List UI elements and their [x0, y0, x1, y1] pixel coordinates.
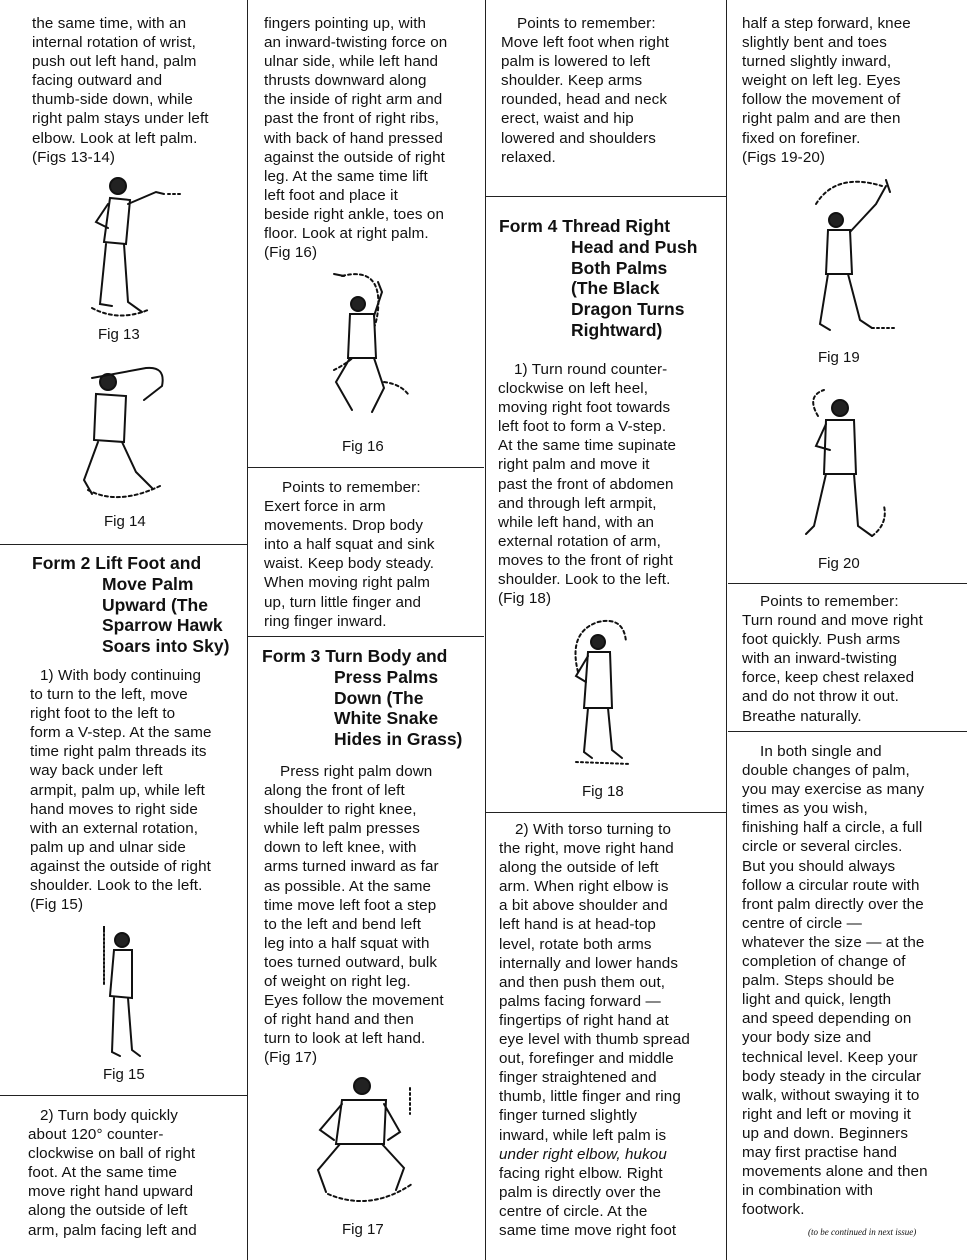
rule-col1-a	[0, 544, 247, 545]
column-2	[248, 0, 484, 1260]
form2-text: 1) With body continuing to turn to the left, move right foot to the left to form a V-step. At the same time right palm threads its way back under left armpit, palm up, while left hand moves to right side with an external rotation, palm up and ulnar side against the outside of right shoulder. Look to the left. (Fig 15)	[30, 667, 212, 914]
rule-col4-b	[728, 731, 967, 732]
caption-fig17: Fig 17	[342, 1221, 384, 1238]
figure-16	[322, 270, 422, 430]
rule-col4-a	[728, 583, 967, 584]
caption-fig19: Fig 19	[818, 349, 860, 366]
col1-bottom-text: 2) Turn body quickly about 120° counter- clockwise on ball of right foot. At the same time move right hand upward along the outside of left arm, palm facing left and	[28, 1107, 197, 1239]
col2-top-text: fingers pointing up, with an inward-twisting force on ulnar side, while left hand thrusts downward along the inside of right arm and past the front of right ribs, with back of hand pressed against the outside of right leg. At the same time lift left foot and place it beside right ankle, toes on floor. Look at right palm. (Fig 16)	[264, 15, 448, 262]
figure-20	[796, 386, 896, 546]
form3-text: Press right palm down along the front of left shoulder to right knee, while left palm presses down to left knee, with arms turned inward as far as possible. At the same time move left foot a step to the left and bend left leg into a half squat with toes turned outward, bulk of weight on right leg. Eyes follow the movement of right hand and then turn to look at left hand. (Fig 17)	[264, 763, 444, 1067]
column-3	[486, 0, 726, 1260]
form2-heading: Form 2 Lift Foot and Move Palm Upward (The Sparrow Hawk Soars into Sky)	[32, 553, 230, 657]
caption-fig18: Fig 18	[582, 783, 624, 800]
form3-heading: Form 3 Turn Body and Press Palms Down (The White Snake Hides in Grass)	[262, 646, 463, 750]
rule-col3-a	[486, 196, 726, 197]
caption-fig14: Fig 14	[104, 513, 146, 530]
col4-points-text: Points to remember: Turn round and move right foot quickly. Push arms with an inward-twisting force, keep chest relaxed and do not throw it out. Breathe naturally.	[742, 593, 923, 725]
form4-heading: Form 4 Thread Right Head and Push Both Palms (The Black Dragon Turns Rightward)	[499, 216, 698, 340]
figure-17	[300, 1074, 440, 1214]
form4-text: 1) Turn round counter- clockwise on left heel, moving right foot towards left foot to form a V-step. At the same time supinate right palm and move it past the front of abdomen and through left armpit, while left hand, with an external rotation of arm, moves to the front of right shoulder. Look to the left. (Fig 18)	[498, 361, 677, 608]
col1-top-text: the same time, with an internal rotation of wrist, push out left hand, palm facing outward and thumb-side down, while right palm stays under left elbow. Look at left palm. (Figs 13-14)	[32, 15, 209, 166]
col4-top-text: half a step forward, knee slightly bent and toes turned slightly inward, weight on left leg. Eyes follow the movement of right palm and are then fixed on forefiner. (Figs 19-20)	[742, 15, 911, 166]
rule-col2-b	[248, 636, 484, 637]
rule-col3-b	[486, 812, 726, 813]
rule-col1-b	[0, 1095, 247, 1096]
column-1	[0, 0, 244, 1260]
caption-fig16: Fig 16	[342, 438, 384, 455]
caption-fig13: Fig 13	[98, 326, 140, 343]
figure-14	[66, 360, 186, 508]
rule-col2-a	[248, 467, 484, 468]
column-4	[728, 0, 967, 1260]
caption-fig20: Fig 20	[818, 555, 860, 572]
figure-15	[92, 926, 152, 1064]
figure-18	[568, 612, 648, 772]
step2-text: 2) With torso turning to the right, move right hand along the outside of left arm. When right elbow is a bit above shoulder and left hand is at head-top level, rotate both arms internally and lower hands and then push them out, palms facing forward — fingertips of right hand at eye level with thumb spread out, forefinger and middle finger straightened and thumb, little finger and ring finger turned slightly inward, while left palm is under right elbow, hukou facing right elbow. Right palm is directly over the centre of circle. At the same time move right foot	[499, 821, 690, 1239]
col3-points-text: Points to remember: Move left foot when right palm is lowered to left shoulder. Keep arms rounded, head and neck erect, waist and hip lowered and shoulders relaxed.	[501, 15, 669, 166]
col2-points-text: Points to remember: Exert force in arm movements. Drop body into a half squat and sink waist. Keep body steady. When moving right palm up, turn little finger and ring finger inward.	[264, 479, 435, 630]
figure-19	[806, 174, 906, 339]
col4-final-text: In both single and double changes of palm, you may exercise as many times as you wish, finishing half a circle, a full circle or several circles. But you should always follow a circular route with front palm directly over the centre of circle — whatever the size — at the completion of change of palm. Steps should be light and quick, length and speed depending on your body size and technical level. Keep your body steady in the circular walk, without swaying it to right and left or moving it up and down. Beginners may first practise hand movements alone and then in combination with footwork.	[742, 743, 928, 1219]
continued-note: (to be continued in next issue)	[808, 1227, 917, 1237]
figure-13	[78, 172, 188, 322]
caption-fig15: Fig 15	[103, 1066, 145, 1083]
column-rule-3	[726, 0, 727, 1260]
